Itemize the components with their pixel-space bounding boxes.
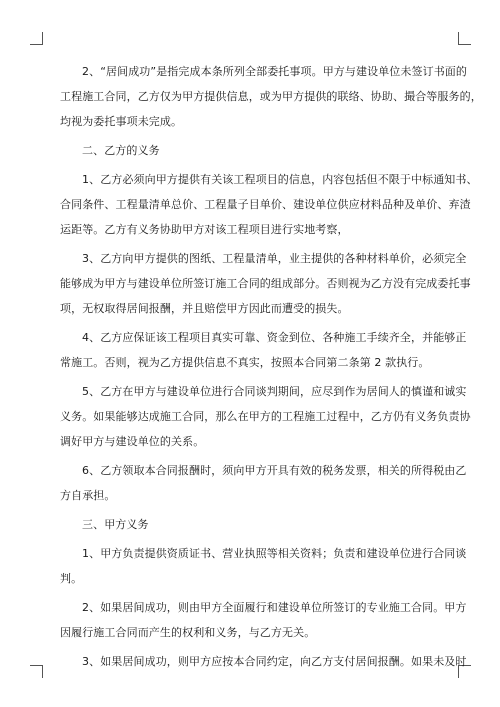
text-line: 合同条件、工程量清单总价、工程量子目单价、建设单位供应材料品种及单价、弃渣 [60, 198, 471, 211]
crop-mark-top-left [30, 32, 43, 45]
text-line: 4、乙方应保证该工程项目真实可靠、资金到位、各种施工手续齐全，并能够正 [82, 331, 467, 344]
text-line: 均视为委托事项未完成。 [60, 115, 183, 128]
text-line: 判。 [60, 572, 83, 585]
text-line: 因履行施工合同而产生的权利和义务，与乙方无关。 [60, 626, 316, 639]
text-line: 3、如果居间成功，则甲方应按本合同约定，向乙方支付居间报酬。如果未及时 [82, 655, 467, 668]
text-line: 调好甲方与建设单位的关系。 [60, 435, 205, 448]
text-line: 能够成为甲方与建设单位所签订施工合同的组成部分。否则视为乙方没有完成委托事 [60, 277, 471, 290]
text-line: 2、如果居间成功，则由甲方全面履行和建设单位所签订的专业施工合同。甲方 [82, 601, 467, 614]
text-line: 5、乙方在甲方与建设单位进行合同谈判期间，应尽到作为居间人的慎谨和诚实 [82, 385, 467, 398]
document-body [60, 64, 482, 679]
crop-mark-bottom-left [30, 665, 43, 678]
text-line: 运距等。乙方有义务协助甲方对该工程项目进行实地考察， [60, 223, 349, 236]
text-line: 方自承担。 [60, 489, 116, 502]
text-line: 项，无权取得居间报酬，并且赔偿甲方因此而遭受的损失。 [60, 302, 349, 315]
text-line: 义务。如果能够达成施工合同，那么在甲方的工程施工过程中，乙方仍有义务负责协 [60, 410, 471, 423]
text-line: 1、乙方必须向甲方提供有关该工程项目的信息，内容包括但不限于中标通知书、 [82, 173, 478, 186]
text-line: 3、乙方向甲方提供的图纸、工程量清单，业主提供的各种材料单价，必须完全 [82, 252, 467, 265]
text-line: 二、乙方的义务 [82, 144, 160, 157]
crop-mark-top-right [458, 32, 471, 45]
text-line: 常施工。否则，视为乙方提供信息不真实，按照本合同第二条第 2 款执行。 [60, 356, 430, 369]
text-line: 6、乙方领取本合同报酬时，须向甲方开具有效的税务发票，相关的所得税由乙 [82, 464, 467, 477]
text-line: 工程施工合同，乙方仅为甲方提供信息，或为甲方提供的联络、协助、撮合等服务的， [60, 90, 482, 103]
text-line: 2、“居间成功”是指完成本条所列全部委托事项。甲方与建设单位未签订书面的 [82, 65, 467, 78]
text-line: 1、甲方负责提供资质证书、营业执照等相关资料；负责和建设单位进行合同谈 [82, 547, 467, 560]
text-line: 三、甲方义务 [82, 518, 149, 531]
